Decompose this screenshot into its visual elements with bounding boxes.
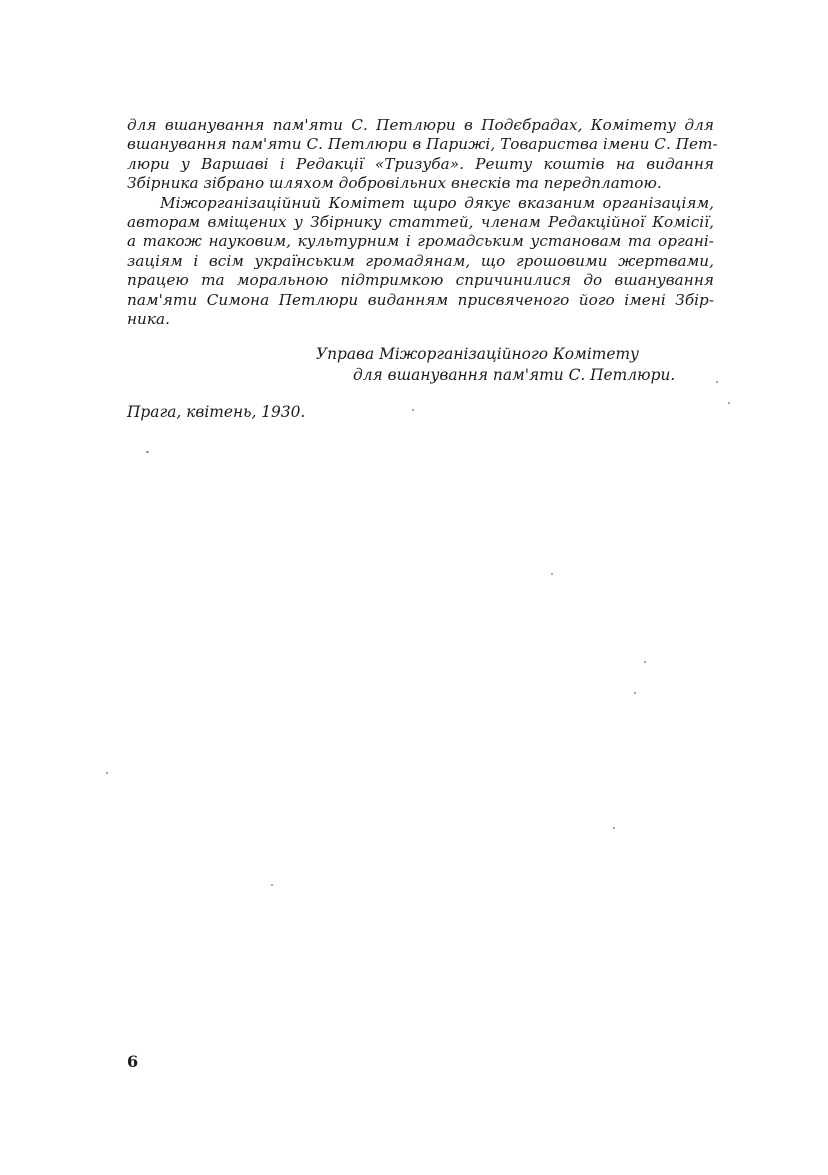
body-text [127, 116, 718, 329]
scan-speck [716, 381, 718, 383]
text-line: вшанування пам'яти С. Петлюри в Парижі, Товариства імени С. Пет- [127, 135, 718, 154]
scan-speck [106, 772, 108, 774]
signature-line: для вшанування пам'яти С. Петлюри. [353, 366, 676, 384]
text-line: авторам вміщених у Збірнику статтей, членам Редакційної Комісії, [127, 212, 714, 231]
scan-speck [634, 692, 636, 694]
text-line: пам'яти Симона Петлюри виданням присвяченого його імені Збір- [127, 290, 714, 309]
text-line: а також науковим, культурним і громадським установам та органі- [127, 232, 714, 251]
text-line: заціям і всім українським громадянам, що грошовими жертвами, [127, 251, 714, 270]
text-line: Міжорганізаційний Комітет щиро дякує вказаним організаціям, [160, 193, 714, 212]
scan-speck [412, 409, 414, 411]
scan-speck [271, 884, 273, 886]
place-date: Прага, квітень, 1930. [127, 403, 306, 421]
scan-speck [644, 661, 646, 663]
scan-speck [613, 827, 615, 829]
signature-block [316, 344, 696, 386]
page-number: 6 [127, 1052, 139, 1071]
text-line: люри у Варшаві і Редакції «Тризуба». Решту коштів на видання [127, 154, 714, 173]
text-line: Збірника зібрано шляхом добровільних внесків та передплатою. [127, 174, 662, 193]
scan-speck [728, 402, 730, 404]
text-line: для вшанування пам'яти С. Петлюри в Подєбрадах, Комітету для [127, 116, 714, 134]
scan-speck [146, 451, 149, 453]
signature-line: Управа Міжорганізаційного Комітету [316, 345, 639, 363]
scan-speck [551, 573, 553, 575]
text-line: ника. [127, 309, 170, 328]
text-line: працею та моральною підтримкою спричинилися до вшанування [127, 271, 714, 290]
